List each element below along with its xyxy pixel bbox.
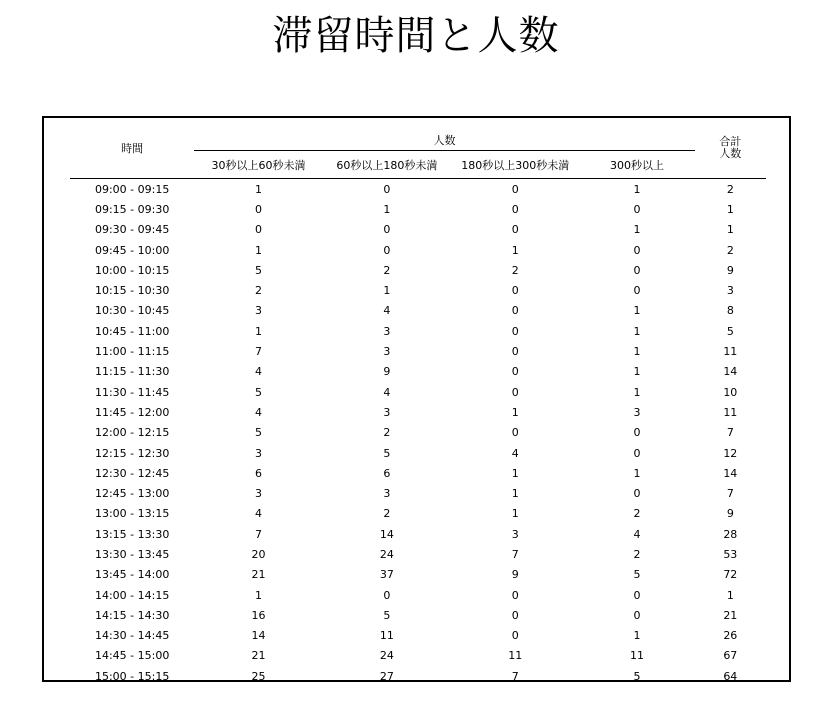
total-cell: 2 — [726, 243, 734, 257]
table-row — [70, 260, 766, 280]
time-cell: 11:30 - 11:45 — [94, 385, 170, 399]
total-cell: 9 — [726, 263, 734, 277]
count-60-180-cell: 0 — [383, 588, 391, 602]
total-cell: 12 — [723, 446, 738, 460]
count-300-plus-cell: 2 — [633, 507, 641, 521]
table-row — [70, 443, 766, 463]
table-row — [70, 483, 766, 503]
table-body — [70, 179, 766, 687]
time-cell: 14:15 - 14:30 — [94, 608, 170, 622]
count-60-180-cell: 14 — [379, 527, 394, 541]
total-cell: 5 — [726, 324, 734, 338]
table-row — [70, 341, 766, 361]
count-180-300-cell: 0 — [511, 608, 519, 622]
total-cell: 1 — [726, 202, 734, 216]
count-300-plus-cell: 1 — [633, 385, 641, 399]
table-row — [70, 179, 766, 200]
count-60-180-cell: 24 — [379, 649, 394, 663]
time-cell: 14:30 - 14:45 — [94, 629, 170, 643]
dwell-time-table — [70, 118, 766, 686]
count-30-60-cell: 4 — [255, 365, 262, 379]
count-30-60-cell: 1 — [255, 324, 262, 338]
count-30-60-cell: 14 — [251, 629, 266, 643]
count-180-300-cell: 0 — [511, 385, 519, 399]
people-group-header: 人数 — [194, 118, 694, 151]
table-row — [70, 240, 766, 260]
count-30-60-cell: 3 — [255, 446, 262, 460]
count-60-180-cell: 24 — [379, 547, 394, 561]
time-cell: 09:15 - 09:30 — [94, 202, 170, 216]
count-60-180-cell: 3 — [383, 345, 391, 359]
time-cell: 12:00 - 12:15 — [94, 426, 170, 440]
total-cell: 72 — [723, 568, 738, 582]
time-cell: 13:45 - 14:00 — [94, 568, 170, 582]
count-180-300-cell: 1 — [511, 405, 519, 419]
count-30-60-cell: 3 — [255, 487, 262, 501]
table-row — [70, 463, 766, 483]
count-30-60-cell: 21 — [251, 568, 266, 582]
count-30-60-cell: 0 — [255, 223, 262, 237]
count-60-180-cell: 1 — [383, 202, 391, 216]
time-cell: 11:45 - 12:00 — [94, 405, 170, 419]
count-30-60-cell: 4 — [255, 507, 262, 521]
total-column-header — [695, 118, 766, 179]
count-60-180-cell: 2 — [383, 263, 391, 277]
table-row — [70, 646, 766, 666]
count-60-180-cell: 11 — [379, 629, 394, 643]
table-row — [70, 280, 766, 300]
total-cell: 64 — [723, 669, 738, 683]
count-300-plus-cell: 0 — [633, 588, 641, 602]
count-60-180-cell: 2 — [383, 426, 391, 440]
count-300-plus-cell: 0 — [633, 426, 641, 440]
total-cell: 26 — [723, 629, 738, 643]
count-30-60-cell: 20 — [251, 547, 266, 561]
total-cell: 2 — [726, 182, 734, 196]
time-cell: 13:30 - 13:45 — [94, 547, 170, 561]
table-row — [70, 626, 766, 646]
count-180-300-cell: 9 — [511, 568, 519, 582]
count-60-180-cell: 3 — [383, 487, 391, 501]
table-row — [70, 402, 766, 422]
count-300-plus-cell: 0 — [633, 608, 641, 622]
count-300-plus-cell: 0 — [633, 202, 641, 216]
count-300-plus-cell: 2 — [633, 547, 641, 561]
total-cell: 14 — [723, 365, 738, 379]
time-cell: 10:45 - 11:00 — [94, 324, 170, 338]
count-30-60-cell: 7 — [255, 527, 262, 541]
table-row — [70, 423, 766, 443]
total-header-line1: 合計 — [719, 135, 742, 148]
time-cell: 10:00 - 10:15 — [94, 263, 170, 277]
count-180-300-cell: 0 — [511, 182, 519, 196]
count-30-60-cell: 5 — [255, 426, 262, 440]
count-180-300-cell: 0 — [511, 304, 519, 318]
time-cell: 10:15 - 10:30 — [94, 284, 170, 298]
time-cell: 15:00 - 15:15 — [94, 669, 170, 683]
total-cell: 1 — [726, 588, 734, 602]
table-row — [70, 666, 766, 686]
count-30-60-cell: 0 — [255, 202, 262, 216]
total-cell: 28 — [723, 527, 738, 541]
count-180-300-cell: 0 — [511, 426, 519, 440]
count-60-180-cell: 0 — [383, 223, 391, 237]
count-300-plus-cell: 1 — [633, 304, 641, 318]
count-180-300-cell: 0 — [511, 324, 519, 338]
total-cell: 7 — [726, 487, 734, 501]
count-60-180-cell: 0 — [383, 243, 391, 257]
count-300-plus-cell: 1 — [633, 365, 641, 379]
total-cell: 10 — [723, 385, 738, 399]
count-180-300-cell: 1 — [511, 507, 519, 521]
count-60-180-cell: 9 — [383, 365, 391, 379]
time-cell: 12:15 - 12:30 — [94, 446, 170, 460]
count-300-plus-cell: 5 — [633, 568, 641, 582]
count-60-180-cell: 37 — [379, 568, 394, 582]
count-30-60-cell: 5 — [255, 385, 262, 399]
count-300-plus-cell: 3 — [633, 405, 641, 419]
column-header-180-300: 180秒以上300秒未満 — [451, 151, 579, 179]
time-cell: 14:00 - 14:15 — [94, 588, 170, 602]
page-title: 滞留時間と人数 — [272, 13, 560, 59]
count-300-plus-cell: 1 — [633, 223, 641, 237]
count-300-plus-cell: 11 — [630, 649, 645, 663]
count-30-60-cell: 16 — [251, 608, 266, 622]
count-300-plus-cell: 1 — [633, 466, 641, 480]
count-180-300-cell: 1 — [511, 466, 519, 480]
count-60-180-cell: 4 — [383, 385, 391, 399]
count-300-plus-cell: 0 — [633, 487, 641, 501]
total-header-line2: 人数 — [719, 147, 742, 160]
table-row — [70, 504, 766, 524]
count-180-300-cell: 0 — [511, 629, 519, 643]
count-60-180-cell: 3 — [383, 324, 391, 338]
total-cell: 14 — [723, 466, 738, 480]
time-column-header: 時間 — [70, 118, 194, 179]
count-300-plus-cell: 0 — [633, 263, 641, 277]
time-cell: 10:30 - 10:45 — [94, 304, 170, 318]
count-180-300-cell: 3 — [511, 527, 519, 541]
count-300-plus-cell: 4 — [633, 527, 641, 541]
count-180-300-cell: 0 — [511, 365, 519, 379]
time-cell: 12:30 - 12:45 — [94, 466, 170, 480]
count-60-180-cell: 5 — [383, 446, 391, 460]
count-300-plus-cell: 0 — [633, 284, 641, 298]
time-cell: 14:45 - 15:00 — [94, 649, 170, 663]
count-60-180-cell: 1 — [383, 284, 391, 298]
time-cell: 09:30 - 09:45 — [94, 223, 170, 237]
count-30-60-cell: 3 — [255, 304, 262, 318]
report-frame — [42, 116, 791, 682]
count-30-60-cell: 25 — [251, 669, 266, 683]
count-300-plus-cell: 0 — [633, 446, 641, 460]
total-cell: 1 — [726, 223, 734, 237]
table-row — [70, 301, 766, 321]
table-row — [70, 199, 766, 219]
table-row — [70, 220, 766, 240]
time-cell: 13:15 - 13:30 — [94, 527, 170, 541]
table-row — [70, 585, 766, 605]
count-180-300-cell: 4 — [511, 446, 519, 460]
count-300-plus-cell: 1 — [633, 324, 641, 338]
count-30-60-cell: 1 — [255, 588, 262, 602]
time-cell: 11:15 - 11:30 — [94, 365, 170, 379]
total-cell: 53 — [723, 547, 738, 561]
table-row — [70, 524, 766, 544]
count-300-plus-cell: 1 — [633, 629, 641, 643]
total-cell: 67 — [723, 649, 738, 663]
total-cell: 3 — [726, 284, 734, 298]
table-row — [70, 605, 766, 625]
count-30-60-cell: 21 — [251, 649, 266, 663]
total-cell: 21 — [723, 608, 738, 622]
count-30-60-cell: 2 — [255, 284, 262, 298]
count-60-180-cell: 0 — [383, 182, 391, 196]
count-180-300-cell: 1 — [511, 487, 519, 501]
count-180-300-cell: 7 — [511, 547, 519, 561]
count-60-180-cell: 6 — [383, 466, 391, 480]
count-180-300-cell: 0 — [511, 223, 519, 237]
column-header-60-180: 60秒以上180秒未満 — [323, 151, 451, 179]
time-cell: 11:00 - 11:15 — [94, 345, 170, 359]
count-180-300-cell: 1 — [511, 243, 519, 257]
count-30-60-cell: 7 — [255, 345, 262, 359]
table-row — [70, 362, 766, 382]
table-row — [70, 321, 766, 341]
count-60-180-cell: 5 — [383, 608, 391, 622]
total-cell: 7 — [726, 426, 734, 440]
time-cell: 13:00 - 13:15 — [94, 507, 170, 521]
count-300-plus-cell: 1 — [633, 182, 641, 196]
count-180-300-cell: 0 — [511, 202, 519, 216]
count-300-plus-cell: 1 — [633, 345, 641, 359]
column-header-30-60: 30秒以上60秒未満 — [194, 151, 322, 179]
count-60-180-cell: 27 — [379, 669, 394, 683]
count-60-180-cell: 3 — [383, 405, 391, 419]
total-cell: 11 — [723, 345, 738, 359]
table-row — [70, 544, 766, 564]
time-cell: 12:45 - 13:00 — [94, 487, 170, 501]
count-60-180-cell: 2 — [383, 507, 391, 521]
count-180-300-cell: 2 — [511, 263, 519, 277]
count-300-plus-cell: 0 — [633, 243, 641, 257]
total-cell: 8 — [726, 304, 734, 318]
count-180-300-cell: 0 — [511, 284, 519, 298]
time-cell: 09:00 - 09:15 — [94, 182, 170, 196]
count-30-60-cell: 4 — [255, 405, 262, 419]
count-30-60-cell: 1 — [255, 182, 262, 196]
count-60-180-cell: 4 — [383, 304, 391, 318]
count-30-60-cell: 5 — [255, 263, 262, 277]
count-180-300-cell: 0 — [511, 588, 519, 602]
time-cell: 09:45 - 10:00 — [94, 243, 170, 257]
column-header-300-plus: 300秒以上 — [579, 151, 694, 179]
count-180-300-cell: 7 — [511, 669, 519, 683]
count-30-60-cell: 6 — [255, 466, 262, 480]
count-300-plus-cell: 5 — [633, 669, 641, 683]
count-180-300-cell: 11 — [508, 649, 523, 663]
total-cell: 9 — [726, 507, 734, 521]
table-row — [70, 382, 766, 402]
table-row — [70, 565, 766, 585]
count-180-300-cell: 0 — [511, 345, 519, 359]
total-cell: 11 — [723, 405, 738, 419]
count-30-60-cell: 1 — [255, 243, 262, 257]
